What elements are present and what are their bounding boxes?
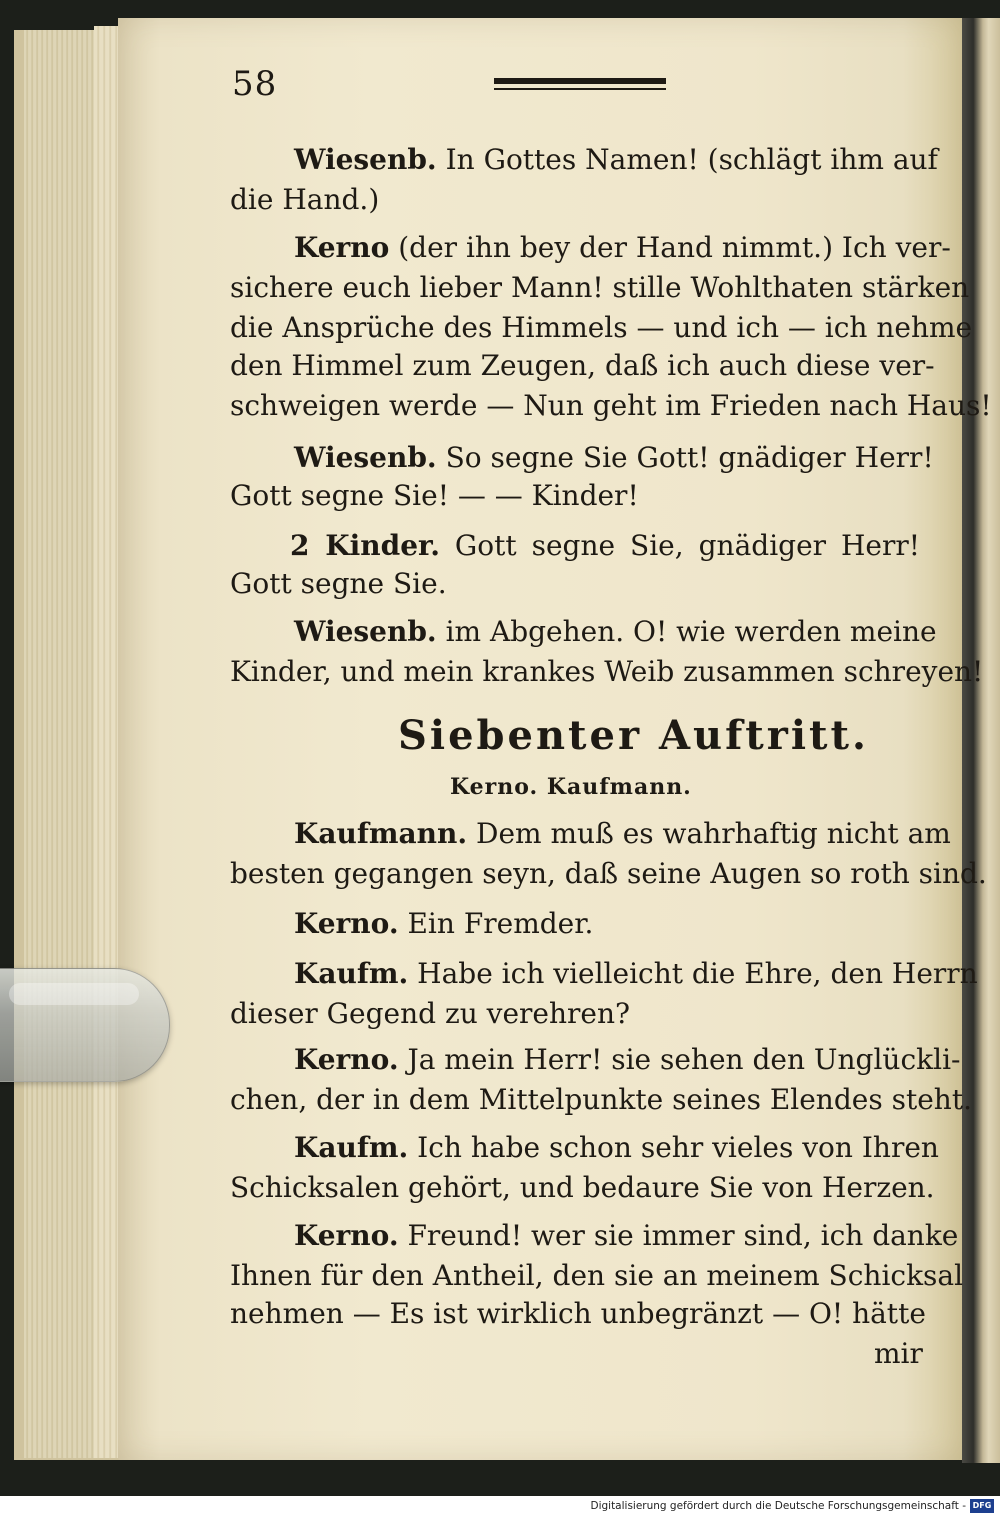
line-text: Kinder, und mein krankes Weib zusammen schreyen! (230, 655, 984, 688)
text-line (294, 956, 978, 992)
text-line (294, 230, 951, 266)
text-line (230, 1296, 926, 1332)
speaker-name: Wiesenb. (294, 615, 437, 648)
line-text: (der ihn bey der Hand nimmt.) Ich ver- (398, 231, 951, 264)
footer-bar (0, 1496, 1000, 1518)
text-line (294, 1218, 959, 1254)
line-text: besten gegangen seyn, daß seine Augen so roth sind. (230, 857, 987, 890)
text-line (230, 856, 987, 892)
catchword (874, 1336, 923, 1372)
speaker-name: Kaufm. (294, 1131, 409, 1164)
line-text: die Hand.) (230, 183, 380, 216)
line-text: Dem muß es wahrhaftig nicht am (476, 817, 951, 850)
line-text: nehmen — Es ist wirklich unbegränzt — O! hätte (230, 1297, 926, 1330)
text-line (294, 614, 937, 650)
line-text: Ein Fremder. (407, 907, 594, 940)
line-text: Gott segne Sie. (230, 567, 447, 600)
line-text: Schicksalen gehört, und bedaure Sie von Herzen. (230, 1171, 935, 1204)
text-line (230, 1170, 935, 1206)
text-line (230, 310, 973, 346)
line-text: die Ansprüche des Himmels — und ich — ich nehme (230, 311, 973, 344)
speaker-name: Kerno. (294, 1043, 399, 1076)
text-line (294, 440, 934, 476)
text-line (230, 270, 970, 306)
line-text: Habe ich vielleicht die Ehre, den Herrn (417, 957, 978, 990)
line-text: Ja mein Herr! sie sehen den Unglückli- (407, 1043, 961, 1076)
line-text: So segne Sie Gott! gnädiger Herr! (445, 441, 934, 474)
text-line (230, 1082, 972, 1118)
speaker-name: Kerno (294, 231, 390, 264)
speaker-name: Wiesenb. (294, 441, 437, 474)
line-text: im Abgehen. O! wie werden meine (445, 615, 937, 648)
line-text: Ich habe schon sehr vieles von Ihren (417, 1131, 939, 1164)
speaker-name: Kaufmann. (294, 817, 468, 850)
line-text: Ihnen für den Antheil, den sie an meinem Schicksal (230, 1259, 964, 1292)
line-text: mir (874, 1337, 923, 1370)
speaker-name: 2 Kinder. (290, 529, 440, 562)
footer-credit: Digitalisierung gefördert durch die Deutsche Forschungsgemeinschaft - (590, 1500, 966, 1512)
text-line (290, 528, 920, 564)
text-line (294, 1042, 961, 1078)
page-number: 58 (232, 64, 278, 104)
text-line (294, 1130, 939, 1166)
line-text: den Himmel zum Zeugen, daß ich auch diese ver- (230, 349, 935, 382)
text-line (230, 478, 639, 514)
line-text: Freund! wer sie immer sind, ich danke (407, 1219, 959, 1252)
speaker-name: Kaufm. (294, 957, 409, 990)
line-text: chen, der in dem Mittelpunkte seines Elendes steht. (230, 1083, 972, 1116)
facing-page-sliver (962, 18, 1000, 1463)
line-text: Gott segne Sie, gnädiger Herr! (454, 529, 920, 562)
speaker-name: Kerno. (294, 907, 399, 940)
text-line (230, 654, 984, 690)
text-line (294, 816, 951, 852)
act-cast: Kerno. Kaufmann. (450, 774, 692, 800)
line-text: Gott segne Sie! — — Kinder! (230, 479, 639, 512)
line-text: sichere euch lieber Mann! stille Wohlthaten stärken (230, 271, 970, 304)
act-heading: Siebenter Auftritt. (398, 712, 869, 759)
dfg-logo: DFG (970, 1499, 994, 1513)
header-rule-thin (494, 88, 666, 90)
speaker-name: Wiesenb. (294, 143, 437, 176)
text-line (294, 142, 938, 178)
text-line (294, 906, 920, 942)
text-line (230, 348, 935, 384)
line-text: dieser Gegend zu verehren? (230, 997, 631, 1030)
text-line (230, 566, 447, 602)
header-rule-thick (494, 78, 666, 84)
line-text: schweigen werde — Nun geht im Frieden nach Haus! (230, 389, 992, 422)
text-line (230, 996, 630, 1032)
text-line (230, 388, 992, 424)
scanner-clamp (0, 968, 170, 1082)
text-line (230, 182, 379, 218)
text-line (230, 1258, 964, 1294)
page-edges (24, 30, 103, 1458)
line-text: In Gottes Namen! (schlägt ihm auf (445, 143, 938, 176)
speaker-name: Kerno. (294, 1219, 399, 1252)
